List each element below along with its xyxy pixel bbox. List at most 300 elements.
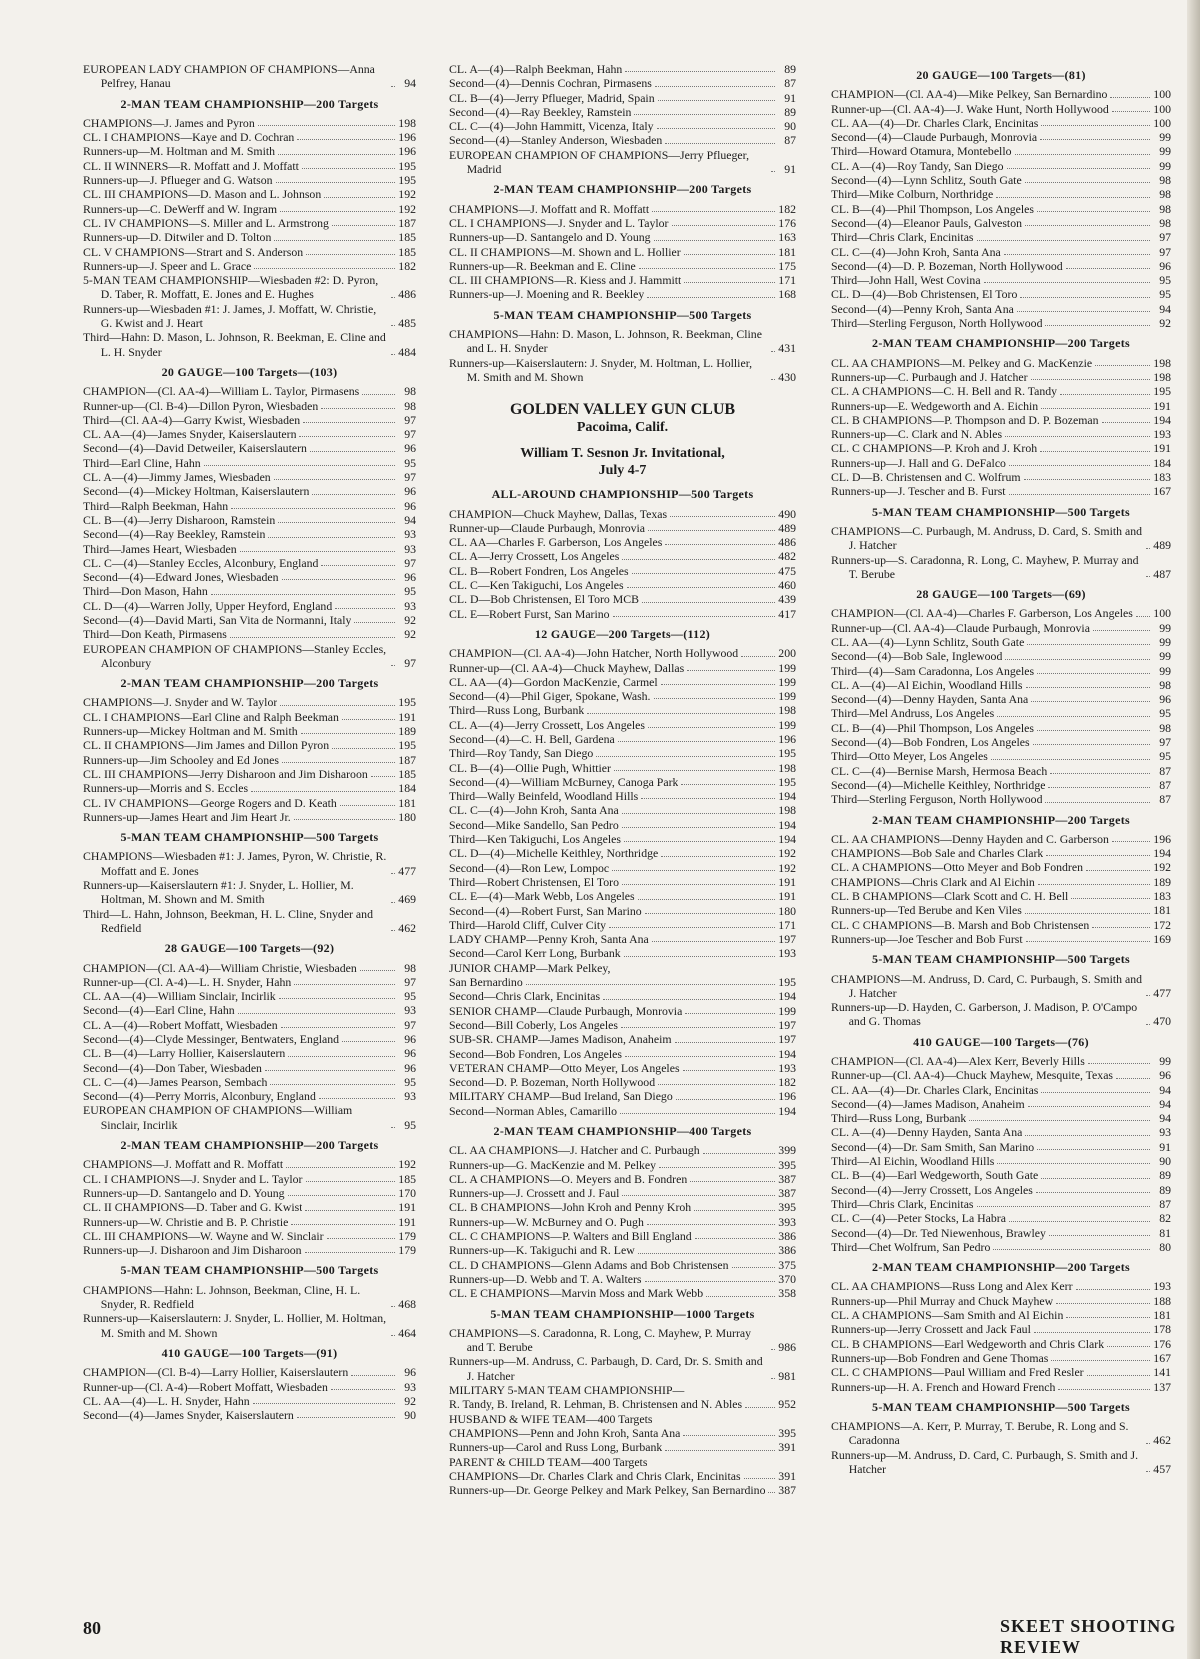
result-entry [449,549,796,563]
dot-leader [1146,548,1150,549]
result-text: Third—Mike Colburn, Northridge [831,187,994,202]
result-score: 185 [398,244,416,259]
dot-leader [659,1167,775,1168]
dot-leader [1076,1289,1150,1290]
result-text: CL. II CHAMPIONS—D. Taber and G. Kwist [83,1200,303,1215]
result-entry [831,903,1171,917]
result-text: Runners-up—Kaiserslautern: J. Snyder, L. Hollier, M. Holtman, M. Smith and M. Shown [83,1311,387,1340]
result-text: CL. IV CHAMPIONS—George Rogers and D. Keath [83,795,337,810]
result-entry [449,1047,796,1061]
result-entry [449,1243,796,1257]
result-entry [83,1172,416,1186]
dot-leader [654,698,775,699]
result-score: 92 [404,627,416,642]
result-entry [449,718,796,732]
result-score: 82 [1159,1211,1171,1226]
result-score: 95 [1159,287,1171,302]
result-entry [449,1258,796,1272]
result-score: 96 [1159,692,1171,707]
result-text: Third—James Heart, Wiesbaden [83,541,237,556]
result-text: Second—Norman Ables, Camarillo [449,1103,618,1118]
result-score: 87 [1159,792,1171,807]
section-heading: 2-MAN TEAM CHAMPIONSHIP—200 Targets [120,96,379,111]
result-score: 192 [398,201,416,216]
result-entry [449,1075,796,1089]
result-score: 94 [404,512,416,527]
result-text: CHAMPIONS—Wiesbaden #1: J. James, Pyron, W. Christie, R. Moffatt and E. Jones [83,849,387,878]
dot-leader [354,622,395,623]
dot-leader [1060,394,1150,395]
result-entry [831,792,1171,806]
result-text: CL. A—(4)—Al Eichin, Woodland Hills [831,677,1023,692]
result-score: 199 [778,674,796,689]
dot-leader [332,748,395,749]
result-text: CHAMPIONS—M. Andruss, D. Card, C. Purbaugh, S. Smith and J. Hatcher [831,971,1143,1000]
dot-leader [603,999,775,1000]
result-text: CHAMPIONS—Dr. Charles Clark and Chris Clark, Encinitas [449,1468,741,1483]
result-score: 168 [778,287,796,302]
result-entry [83,130,416,144]
result-text: CL. B CHAMPIONS—Earl Wedgeworth and Chris Clark [831,1336,1105,1351]
dot-leader [684,254,775,255]
result-entry [831,1240,1171,1254]
result-entry [83,1229,416,1243]
section-heading: 2-MAN TEAM CHAMPIONSHIP—200 Targets [120,1138,379,1153]
result-entry [83,556,416,570]
section-heading: 5-MAN TEAM CHAMPIONSHIP—500 Targets [872,1399,1130,1414]
result-score: 191 [778,874,796,889]
result-score: 93 [404,541,416,556]
result-entry [449,1089,796,1103]
result-text: CHAMPIONS—Bob Sale and Charles Clark [831,846,1044,861]
dot-leader [655,86,775,87]
result-score: 96 [404,1060,416,1075]
dot-leader [625,71,775,72]
dot-leader [632,573,775,574]
result-entry [83,767,416,781]
result-entry [83,724,416,738]
result-text: CL. II WINNERS—R. Moffatt and J. Moffatt [83,158,299,173]
result-entry [831,1183,1171,1197]
dot-leader [268,537,395,538]
dot-leader [294,819,395,820]
dot-leader [1041,1178,1150,1179]
dot-leader [622,1195,775,1196]
dot-leader [1048,787,1150,788]
section-heading: 5-MAN TEAM CHAMPIONSHIP—500 Targets [872,504,1130,519]
result-entry [449,789,796,803]
result-entry [83,584,416,598]
dot-leader [618,741,775,742]
result-text: EUROPEAN LADY CHAMPION OF CHAMPIONS—Anna Pelfrey, Hanau [83,62,375,91]
result-text: VETERAN CHAMP—Otto Meyer, Los Angeles [449,1060,680,1075]
result-text: Third—Wally Beinfeld, Woodland Hills [449,789,639,804]
result-text: Runners-up—J. Speer and L. Grace [83,258,252,273]
result-entry [83,1215,416,1229]
result-entry [83,413,416,427]
result-score: 81 [1159,1225,1171,1240]
result-score: 93 [404,1089,416,1104]
result-score: 198 [398,115,416,130]
result-score: 98 [1159,677,1171,692]
result-text: Runner-up—(Cl. B-4)—Dillon Pyron, Wiesbaden [83,398,319,413]
result-text: Runners-up—D. Ditwiler and D. Tolton [83,230,272,245]
dot-leader [362,394,395,395]
result-entry [83,907,416,936]
result-score: 489 [778,520,796,535]
result-entry [831,678,1171,692]
result-score: 199 [778,689,796,704]
dot-leader [1092,927,1150,928]
result-entry [449,932,796,946]
dot-leader [596,756,775,757]
result-entry [831,1308,1171,1322]
result-score: 99 [1159,1054,1171,1068]
result-score: 195 [778,975,796,990]
result-score: 97 [404,555,416,570]
dot-leader [1015,154,1150,155]
result-text: EUROPEAN CHAMPION OF CHAMPIONS—William Sinclair, Incirlik [83,1103,353,1132]
result-text: Third—L. Hahn, Johnson, Beekman, H. L. Cline, Snyder and Redfield [83,906,373,935]
result-score: 87 [1159,777,1171,792]
result-text: Runner-up—(Cl. AA-4)—Chuck Mayhew, Dallas [449,660,685,675]
dot-leader [744,1478,775,1479]
dot-leader [1037,1149,1150,1150]
result-score: 482 [778,549,796,564]
result-entry [83,738,416,752]
dot-leader [1005,436,1150,437]
results-column-2 [449,62,796,1497]
result-entry [449,818,796,832]
dot-leader [302,168,395,169]
result-entry [83,1103,416,1132]
dot-leader [1041,1092,1150,1093]
section-heading: 20 GAUGE—100 Targets—(103) [161,364,338,379]
dot-leader [648,530,775,531]
dot-leader [648,727,775,728]
dot-leader [391,1335,395,1336]
result-score: 192 [778,860,796,875]
result-text: CL. I CHAMPIONS—J. Snyder and L. Taylor [83,1171,303,1186]
result-text: CHAMPION—(Cl. AA-4)—William Christie, Wiesbaden [83,960,357,975]
dot-leader [360,970,395,971]
result-text: CL. C CHAMPIONS—P. Kroh and J. Kroh [831,441,1038,456]
dot-leader [324,197,395,198]
dot-leader [641,798,775,799]
dot-leader [732,1267,775,1268]
result-score: 399 [778,1143,796,1158]
result-entry [83,62,416,91]
result-entry [449,975,796,989]
section-heading: 5-MAN TEAM CHAMPIONSHIP—500 Targets [120,1263,379,1278]
result-score: 370 [778,1271,796,1286]
result-text: CL. C—Ken Takiguchi, Los Angeles [449,578,624,593]
result-entry [831,384,1171,398]
result-entry [831,553,1171,582]
result-score: 178 [1153,1322,1171,1337]
result-entry [449,287,796,301]
dot-leader [638,1253,775,1254]
result-entry [83,1032,416,1046]
dot-leader [661,684,775,685]
result-text: Runners-up—James Heart and Jim Heart Jr. [83,809,291,824]
result-text: CL. AA—(4)—Lynn Schlitz, South Gate [831,634,1025,649]
result-text: CL. B—(4)—Earl Wedgeworth, South Gate [831,1168,1039,1183]
result-text: Second—(4)—Dr. Ted Niewenhous, Brawley [831,1225,1046,1240]
result-entry [831,721,1171,735]
result-entry [449,119,796,133]
result-entry [831,1111,1171,1125]
dot-leader [1040,139,1150,140]
result-score: 470 [1153,1014,1171,1029]
result-text: Second—(4)—Bob Fondren, Los Angeles [831,735,1030,750]
result-entry [83,116,416,130]
result-score: 194 [778,817,796,832]
result-text: Runners-up—C. Purbaugh and J. Hatcher [831,369,1028,384]
dot-leader [703,1153,775,1154]
dot-leader [1037,211,1150,212]
dot-leader [1088,1063,1150,1064]
result-entry [831,470,1171,484]
dot-leader [991,759,1150,760]
result-score: 181 [1153,1308,1171,1323]
result-entry [449,1215,796,1229]
result-text: CHAMPION—(Cl. AA-4)—Alex Kerr, Beverly Hills [831,1054,1085,1068]
result-text: Third—Ken Takiguchi, Los Angeles [449,832,621,847]
result-score: 95 [1159,749,1171,764]
result-score: 181 [778,244,796,259]
result-text: Runner-up—(Cl. A-4)—Robert Moffatt, Wiesbaden [83,1379,328,1394]
dot-leader [238,1013,395,1014]
dot-leader [622,884,775,885]
dot-leader [675,1042,775,1043]
result-entry [449,661,796,675]
result-text: Third—Howard Otamura, Montebello [831,144,1012,159]
result-entry [831,230,1171,244]
result-score: 188 [1153,1293,1171,1308]
result-text: CHAMPIONS—J. James and Pyron [83,115,255,130]
result-score: 97 [1159,244,1171,259]
dot-leader [332,225,395,226]
dot-leader [391,930,395,931]
result-score: 92 [404,1393,416,1408]
result-score: 199 [778,1003,796,1018]
result-score: 195 [778,774,796,789]
dot-leader [1041,125,1150,126]
result-entry [83,484,416,498]
result-score: 477 [1153,985,1171,1000]
result-entry [831,1419,1171,1448]
result-entry [449,1032,796,1046]
result-score: 196 [778,731,796,746]
dot-leader [288,1195,395,1196]
result-score: 96 [1159,1068,1171,1083]
dot-leader [627,587,775,588]
result-score: 486 [398,287,416,302]
result-score: 387 [778,1171,796,1186]
result-score: 386 [778,1229,796,1244]
result-entry [449,202,796,216]
dot-leader [745,1407,775,1408]
results-column-1 [83,62,416,1422]
result-entry [449,230,796,244]
result-score: 358 [778,1286,796,1301]
result-text: Second—(4)—Stanley Anderson, Wiesbaden [449,133,663,148]
result-score: 195 [398,158,416,173]
result-entry [83,975,416,989]
dot-leader [279,998,395,999]
result-score: 179 [398,1243,416,1258]
result-text: Runners-up—J. Hall and G. DeFalco [831,455,1006,470]
result-text: CL. AA—Charles F. Garberson, Los Angeles [449,535,663,550]
result-text: Third—Hahn: D. Mason, L. Johnson, R. Beekman, E. Cline and L. H. Snyder [83,330,386,359]
result-label: HUSBAND & WIFE TEAM—400 Targets [449,1411,653,1426]
result-score: 194 [1153,412,1171,427]
result-entry [831,1365,1171,1379]
result-score: 187 [398,215,416,230]
dot-leader [274,479,395,480]
result-entry [449,1061,796,1075]
result-entry [831,87,1171,101]
result-text: CL. D CHAMPIONS—Glenn Adams and Bob Christensen [449,1257,729,1272]
dot-leader [391,902,395,903]
result-entry [83,456,416,470]
dot-leader [624,956,775,957]
dot-leader [391,325,395,326]
result-entry [831,860,1171,874]
result-score: 89 [1159,1182,1171,1197]
result-score: 185 [398,766,416,781]
dot-leader [297,1417,395,1418]
result-text: CHAMPION—(Cl. AA-4)—John Hatcher, North Hollywood [449,646,739,661]
result-score: 196 [1153,831,1171,846]
result-text: CL. III CHAMPIONS—D. Mason and L. Johnson [83,187,322,202]
result-entry [83,810,416,824]
result-text: Second—(4)—Jerry Crossett, Los Angeles [831,1182,1033,1197]
result-score: 196 [778,1089,796,1104]
section-heading: 5-MAN TEAM CHAMPIONSHIP—500 Targets [872,952,1130,967]
result-score: 193 [778,1060,796,1075]
result-entry [831,1154,1171,1168]
result-score: 387 [778,1186,796,1201]
result-text: Runners-up—Jerry Crossett and Jack Faul [831,1322,1031,1337]
dot-leader [321,408,395,409]
result-text: R. Tandy, B. Ireland, R. Lehman, B. Christensen and N. Ables [449,1397,743,1412]
result-text: CL. II CHAMPIONS—Jim James and Dillon Pyron [83,738,330,753]
result-entry [831,1068,1171,1082]
result-text: Second—(4)—James Madison, Anaheim [831,1096,1025,1111]
dot-leader [647,297,775,298]
result-entry [83,695,416,709]
result-entry [83,1046,416,1060]
result-score: 194 [1153,846,1171,861]
result-score: 96 [404,1046,416,1061]
result-text: CL. I CHAMPIONS—Earl Cline and Ralph Beekman [83,709,339,724]
result-text: Third—Chris Clark, Encinitas [831,230,974,245]
result-entry [831,621,1171,635]
result-entry [831,1279,1171,1293]
dot-leader [1038,884,1150,885]
result-score: 391 [778,1468,796,1483]
result-text: Second—(4)—Eleanor Pauls, Galveston [831,215,1023,230]
result-score: 490 [778,506,796,521]
result-entry [831,1448,1171,1477]
result-entry [83,1157,416,1171]
result-text: CL. A—(4)—Jimmy James, Wiesbaden [83,470,271,485]
dot-leader [683,1070,775,1071]
result-label: PARENT & CHILD TEAM—400 Targets [449,1454,648,1469]
result-score: 94 [404,76,416,91]
result-text: Runners-up—Joe Tescher and Bob Furst [831,931,1023,946]
dot-leader [997,1163,1150,1164]
result-score: 191 [1153,398,1171,413]
result-entry [83,878,416,907]
result-score: 200 [778,646,796,661]
dot-leader [251,791,395,792]
result-text: CL. D—(4)—Bob Christensen, El Toro [831,287,1018,302]
result-score: 183 [1153,470,1171,485]
dot-leader [278,522,395,523]
dot-leader [391,665,395,666]
result-text: Third—Russ Long, Burbank [449,703,585,718]
result-score: 89 [1159,1168,1171,1183]
dot-leader [305,1210,395,1211]
result-text: Second—Bill Coberly, Los Angeles [449,1017,618,1032]
dot-leader [969,1120,1150,1121]
dot-leader [1025,182,1150,183]
result-text: Second—(4)—Denny Hayden, Santa Ana [831,692,1029,707]
result-score: 395 [778,1200,796,1215]
dot-leader [321,565,395,566]
section-heading: 28 GAUGE—100 Targets—(92) [164,941,335,956]
result-text: EUROPEAN CHAMPION OF CHAMPIONS—Stanley Eccles, Alconbury [83,641,387,670]
result-score: 197 [778,932,796,947]
dot-leader [771,1349,775,1350]
result-text: Runner-up—(Cl. AA-4)—Claude Purbaugh, Monrovia [831,620,1090,635]
result-entry [83,144,416,158]
dot-leader [622,559,775,560]
result-score: 93 [404,1379,416,1394]
dot-leader [771,351,775,352]
result-score: 489 [1153,538,1171,553]
result-score: 462 [1153,1433,1171,1448]
result-entry [83,427,416,441]
result-score: 475 [778,563,796,578]
result-entry [831,649,1171,663]
section-heading: 2-MAN TEAM CHAMPIONSHIP—200 Targets [493,182,752,197]
result-text: Third—Chris Clark, Encinitas [831,1196,974,1211]
result-text: CL. C CHAMPIONS—P. Walters and Bill England [449,1229,692,1244]
result-score: 93 [404,1003,416,1018]
result-score: 98 [1159,215,1171,230]
result-text: CHAMPIONS—J. Moffatt and R. Moffatt [449,201,650,216]
dot-leader [1066,1317,1150,1318]
result-text: CL. A CHAMPIONS—Sam Smith and Al Eichin [831,1308,1064,1323]
dot-leader [327,1238,395,1239]
result-entry [83,642,416,671]
result-score: 464 [398,1325,416,1340]
result-entry [83,1075,416,1089]
result-score: 193 [1153,427,1171,442]
result-entry [831,259,1171,273]
dot-leader [1102,422,1150,423]
result-score: 92 [404,612,416,627]
dot-leader [771,171,775,172]
result-entry [83,399,416,413]
result-score: 183 [1153,889,1171,904]
dot-leader [612,870,775,871]
result-score: 182 [778,1075,796,1090]
